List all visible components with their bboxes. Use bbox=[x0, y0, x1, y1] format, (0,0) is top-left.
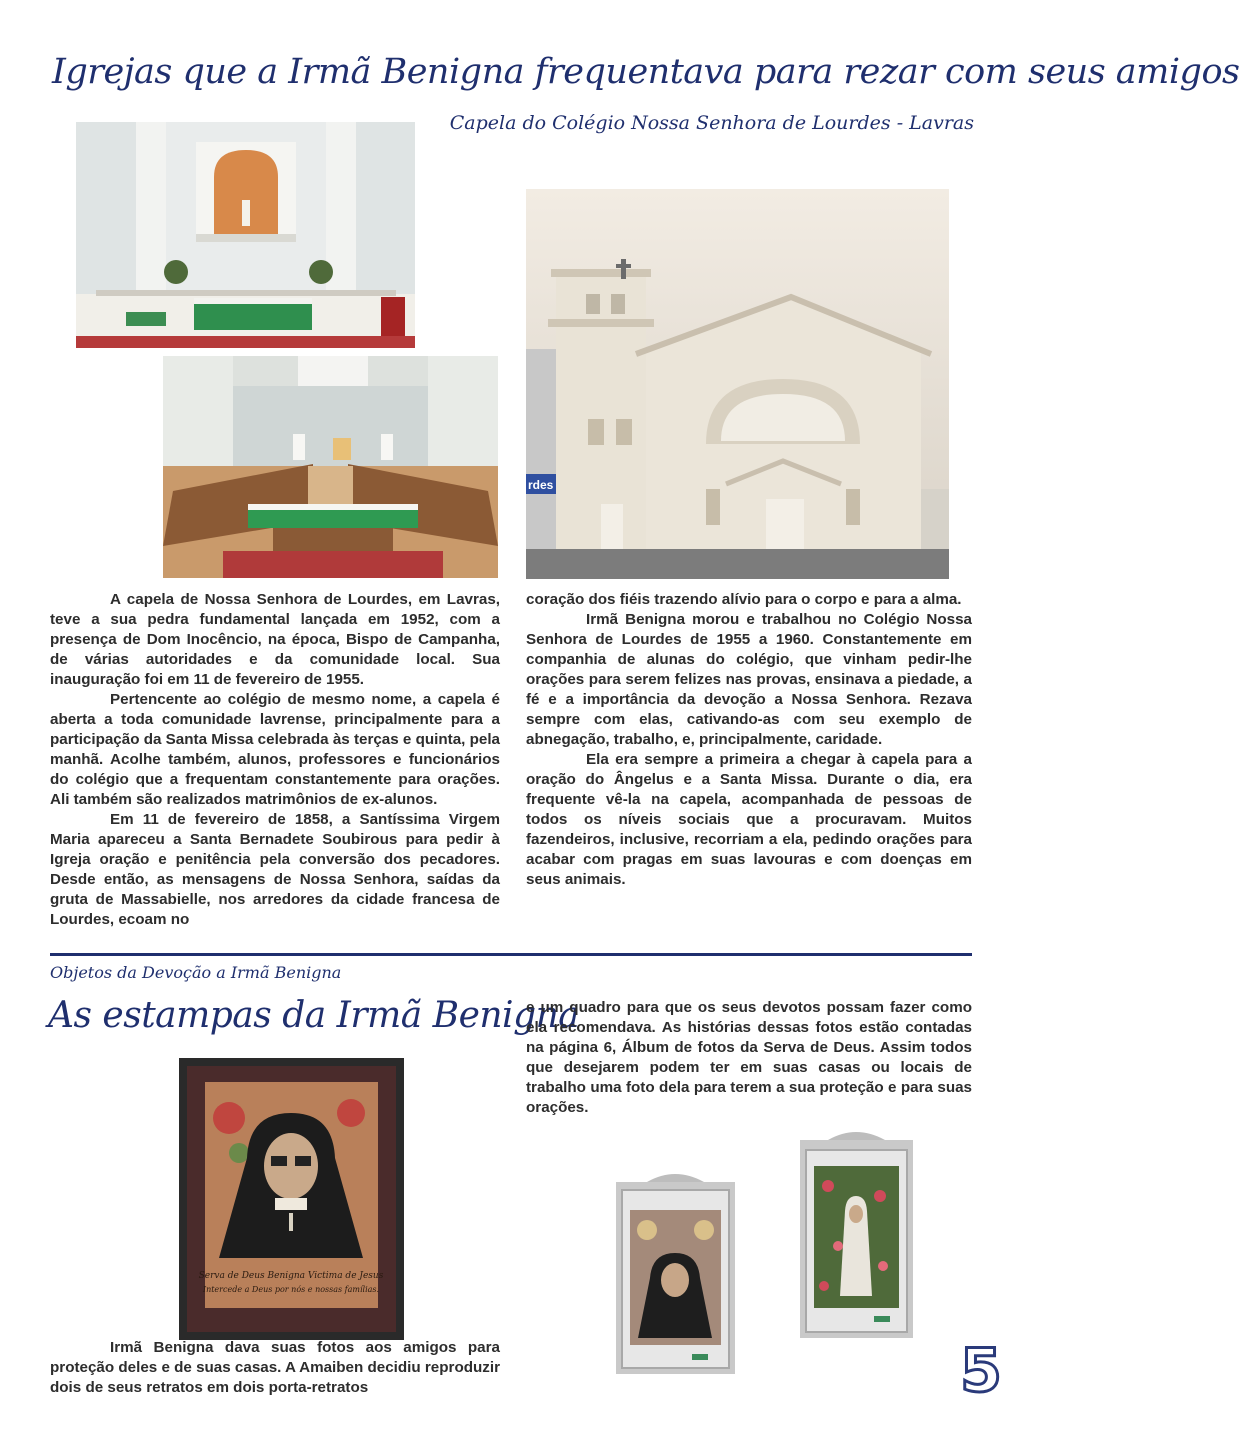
facade-sign-text: rdes bbox=[528, 478, 554, 492]
section-kicker: Objetos da Devoção a Irmã Benigna bbox=[50, 963, 342, 982]
photo-frame-garden bbox=[798, 1126, 915, 1340]
page-title: Igrejas que a Irmã Benigna frequentava para rezar com seus amigos bbox=[52, 52, 1239, 92]
page-subtitle: Capela do Colégio Nossa Senhora de Lourdes - Lavras bbox=[449, 112, 974, 134]
portrait-caption-2: Intercede a Deus por nós e nossas famílias. bbox=[202, 1285, 380, 1294]
section-right-text-block bbox=[526, 998, 972, 1118]
section-paragraph: Irmã Benigna dava suas fotos aos amigos para proteção deles e de suas casas. A Amaiben decidiu reproduzir dois de seus retratos em dois porta-retratos bbox=[50, 1339, 500, 1396]
article-right-column bbox=[526, 590, 972, 890]
section-left-text-block bbox=[50, 1338, 500, 1398]
article-paragraph: Em 11 de fevereiro de 1858, a Santíssima Virgem Maria apareceu a Santa Bernadete Soubirous para pedir à Igreja oração e penitência pela conversão dos pecadores. Desde então, as mensagens de Nossa Senhora, saídas da gruta de Massabielle, nos arredores da cidade francesa de Lourdes, ecoam no bbox=[50, 811, 500, 928]
altar-photo bbox=[76, 122, 415, 348]
portrait-caption-1: Serva de Deus Benigna Victima de Jesus bbox=[198, 1271, 384, 1281]
article-paragraph: Ela era sempre a primeira a chegar à capela para a oração do Ângelus e a Santa Missa. Durante o dia, era frequente vê-la na capela, acompanhada de pessoas de todos os níveis sociais que a procuravam. Muitos fazendeiros, inclusive, recorriam a ela, pedindo orações para acabar com pragas em suas lavouras e com doenças em seus animais. bbox=[526, 751, 972, 888]
article-paragraph: coração dos fiéis trazendo alívio para o corpo e para a alma. bbox=[526, 591, 962, 608]
framed-portrait bbox=[179, 1058, 404, 1340]
page-number: 5 bbox=[960, 1336, 1002, 1406]
section-divider bbox=[50, 953, 972, 956]
article-paragraph: Irmã Benigna morou e trabalhou no Colégio Nossa Senhora de Lourdes de 1955 a 1960. Constantemente em companhia de alunas do colégio, que vinham pedir-lhe orações para serem felizes nas provas, ensinava a piedade, a fé e a importância da devoção a Nossa Senhora. Rezava sempre com elas, cativando-as com seu exemplo de abnegação, trabalho, e, principalmente, caridade. bbox=[526, 611, 972, 748]
section-paragraph: e um quadro para que os seus devotos possam fazer como ela recomendava. As histórias dessas fotos estão contadas na página 6, Álbum de fotos da Serva de Deus. Assim todos que desejarem podem ter em suas casas ou locais de trabalho uma foto dela para terem a sua proteção e para suas orações. bbox=[526, 999, 972, 1116]
article-paragraph: A capela de Nossa Senhora de Lourdes, em Lavras, teve a sua pedra fundamental lançada em 1952, com a presença de Dom Inocêncio, na época, Bispo de Campanha, de várias autoridades e da comunidade local. Sua inauguração foi em 11 de fevereiro de 1955. bbox=[50, 591, 500, 688]
article-paragraph: Pertencente ao colégio de mesmo nome, a capela é aberta a toda comunidade lavrense, principalmente para a participação da Santa Missa celebrada às terças e quinta, pela manhã. Acolhe também, alunos, professores e funcionários do colégio que a frequentam constantemente para orações. Ali também são realizados matrimônios de ex-alunos. bbox=[50, 691, 500, 808]
section-title: As estampas da Irmã Benigna bbox=[48, 995, 580, 1036]
photo-frame-portrait bbox=[612, 1168, 739, 1376]
article-left-column bbox=[50, 590, 500, 930]
chapel-facade-photo bbox=[526, 189, 949, 579]
nave-photo bbox=[163, 356, 498, 578]
